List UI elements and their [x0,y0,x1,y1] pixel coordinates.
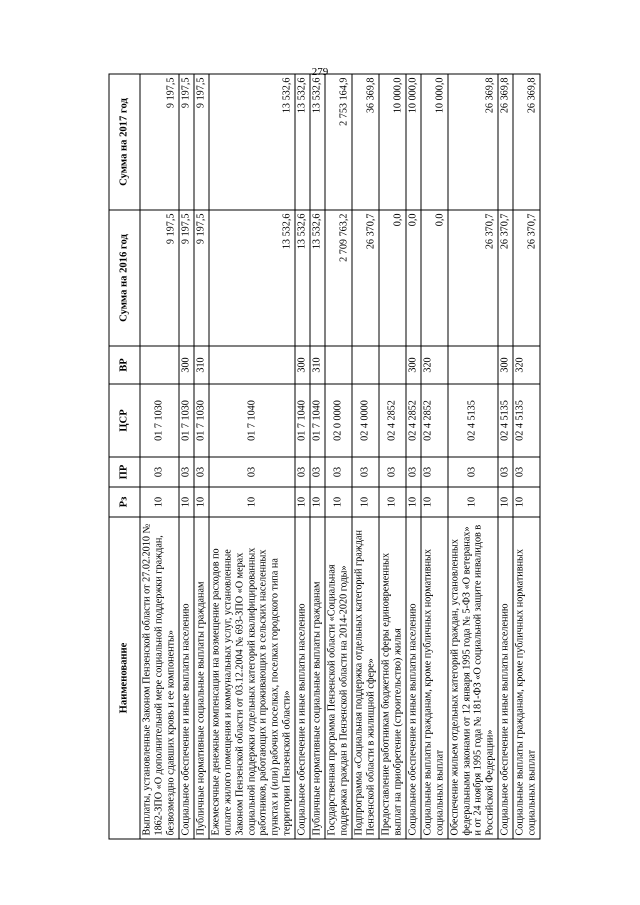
cell-sum-2016: 9 197,5 [194,210,209,346]
cell-sum-2016: 0,0 [379,210,406,346]
cell-pr: 03 [325,457,352,487]
table-row [194,74,209,839]
table-row [513,74,540,839]
cell-sum-2016: 13 532,6 [209,210,296,346]
cell-rz: 10 [209,487,296,517]
budget-table [109,74,541,840]
cell-pr: 03 [379,457,406,487]
cell-sum-2016: 2 709 763,2 [325,210,352,346]
cell-sum-2016: 13 532,6 [295,210,310,346]
cell-pr: 03 [194,457,209,487]
cell-sum-2017: 26 369,8 [498,74,513,210]
cell-csr: 01 7 1040 [295,384,310,457]
cell-sum-2016: 26 370,7 [513,210,540,346]
cell-rz: 10 [406,487,421,517]
table-header-row [109,74,140,839]
cell-vr: 320 [513,346,540,384]
cell-csr: 01 7 1030 [140,384,179,457]
cell-csr: 02 4 2852 [406,384,421,457]
cell-vr [448,346,499,384]
cell-name: Ежемесячные денежные компенсации на возмещение расходов по оплате жилого помещения и коммунальных услуг, установленные Законом Пензенской области от 03.12.2004 № 693-ЗПО «О мерах социальной поддержки отдельных категорий квалифицированных работников, работающих и проживающих в сельских населенных пунктах и (или) рабочих поселках, поселках городского типа на территории Пензенской области» [209,517,296,839]
cell-rz: 10 [140,487,179,517]
cell-sum-2016: 0,0 [406,210,421,346]
cell-rz: 10 [421,487,448,517]
cell-vr [379,346,406,384]
cell-sum-2017: 9 197,5 [179,74,194,210]
cell-vr: 320 [421,346,448,384]
cell-name: Выплаты, установленные Законом Пензенской области от 27.02.2010 № 1862-ЗПО «О дополнительной мере социальной поддержки граждан, безвозмездно сдавших кровь и ее компоненты» [140,517,179,839]
cell-pr: 03 [513,457,540,487]
cell-name: Обеспечение жильем отдельных категорий граждан, установленных федеральными законами от 12 января 1995 года № 5-ФЗ «О ветеранах» и от 24 ноября 1995 года № 181-ФЗ «О социальной защите инвалидов в Российской Федерации» [448,517,499,839]
table-row [325,74,352,839]
cell-sum-2017: 26 369,8 [448,74,499,210]
cell-name: Подпрограмма «Социальная поддержка отдельных категорий граждан Пензенской области в жилищной сфере» [352,517,379,839]
cell-sum-2016: 26 370,7 [498,210,513,346]
cell-sum-2017: 10 000,0 [421,74,448,210]
cell-rz: 10 [498,487,513,517]
cell-pr: 03 [209,457,296,487]
table-row [421,74,448,839]
cell-name: Государственная программа Пензенской области «Социальная поддержка граждан в Пензенской области на 2014-2020 годы» [325,517,352,839]
cell-name: Социальные выплаты гражданам, кроме публичных нормативных социальных выплат [421,517,448,839]
cell-pr: 03 [421,457,448,487]
cell-sum-2016: 0,0 [421,210,448,346]
cell-rz: 10 [379,487,406,517]
page-number: 279 [311,66,329,78]
cell-rz: 10 [295,487,310,517]
table-row [352,74,379,839]
cell-csr: 02 4 5135 [513,384,540,457]
cell-name: Социальное обеспечение и иные выплаты населению [406,517,421,839]
table-row [310,74,325,839]
cell-rz: 10 [352,487,379,517]
cell-csr: 01 7 1030 [194,384,209,457]
cell-csr: 02 0 0000 [325,384,352,457]
cell-vr: 300 [179,346,194,384]
cell-vr [140,346,179,384]
header-vr: ВР [109,346,140,384]
table-row [295,74,310,839]
cell-vr [325,346,352,384]
header-rz: Рз [109,487,140,517]
cell-pr: 03 [352,457,379,487]
cell-name: Публичные нормативные социальные выплаты гражданам [194,517,209,839]
cell-vr: 300 [406,346,421,384]
cell-sum-2017: 9 197,5 [140,74,179,210]
cell-sum-2016: 26 370,7 [352,210,379,346]
table-row [140,74,179,839]
cell-sum-2016: 13 532,6 [310,210,325,346]
cell-csr: 01 7 1030 [179,384,194,457]
cell-vr [209,346,296,384]
cell-sum-2017: 9 197,5 [194,74,209,210]
table-row [209,74,296,839]
header-name: Наименование [109,517,140,839]
cell-name: Социальное обеспечение и иные выплаты населению [179,517,194,839]
header-csr: ЦСР [109,384,140,457]
table-row [448,74,499,839]
cell-vr: 310 [310,346,325,384]
cell-csr: 02 4 2852 [379,384,406,457]
cell-sum-2016: 9 197,5 [140,210,179,346]
cell-sum-2017: 13 532,6 [209,74,296,210]
cell-rz: 10 [310,487,325,517]
cell-pr: 03 [406,457,421,487]
cell-pr: 03 [498,457,513,487]
cell-sum-2017: 13 532,6 [295,74,310,210]
cell-vr: 300 [295,346,310,384]
cell-csr: 01 7 1040 [310,384,325,457]
cell-sum-2016: 26 370,7 [448,210,499,346]
cell-pr: 03 [295,457,310,487]
cell-rz: 10 [325,487,352,517]
cell-name: Социальное обеспечение и иные выплаты населению [498,517,513,839]
header-sum-2016: Сумма на 2016 год [109,210,140,346]
cell-pr: 03 [140,457,179,487]
header-sum-2017: Сумма на 2017 год [109,74,140,210]
cell-csr: 02 4 0000 [352,384,379,457]
cell-sum-2017: 13 532,6 [310,74,325,210]
header-pr: ПР [109,457,140,487]
cell-sum-2017: 36 369,8 [352,74,379,210]
cell-vr: 300 [498,346,513,384]
cell-vr: 310 [194,346,209,384]
cell-pr: 03 [179,457,194,487]
cell-name: Социальное обеспечение и иные выплаты населению [295,517,310,839]
cell-name: Публичные нормативные социальные выплаты гражданам [310,517,325,839]
cell-csr: 02 4 5135 [448,384,499,457]
cell-name: Социальные выплаты гражданам, кроме публичных нормативных социальных выплат [513,517,540,839]
table-row [406,74,421,839]
rotated-table-sheet [109,75,589,840]
cell-sum-2017: 10 000,0 [406,74,421,210]
cell-rz: 10 [179,487,194,517]
cell-sum-2016: 9 197,5 [179,210,194,346]
cell-vr [352,346,379,384]
cell-rz: 10 [194,487,209,517]
cell-pr: 03 [448,457,499,487]
cell-pr: 03 [310,457,325,487]
cell-csr: 02 4 2852 [421,384,448,457]
cell-sum-2017: 10 000,0 [379,74,406,210]
cell-csr: 01 7 1040 [209,384,296,457]
table-row [379,74,406,839]
cell-sum-2017: 2 753 164,9 [325,74,352,210]
cell-sum-2017: 26 369,8 [513,74,540,210]
table-row [498,74,513,839]
cell-rz: 10 [513,487,540,517]
cell-rz: 10 [448,487,499,517]
cell-name: Предоставление работникам бюджетной сферы единовременных выплат на приобретение (строительство) жилья [379,517,406,839]
table-row [179,74,194,839]
cell-csr: 02 4 5135 [498,384,513,457]
